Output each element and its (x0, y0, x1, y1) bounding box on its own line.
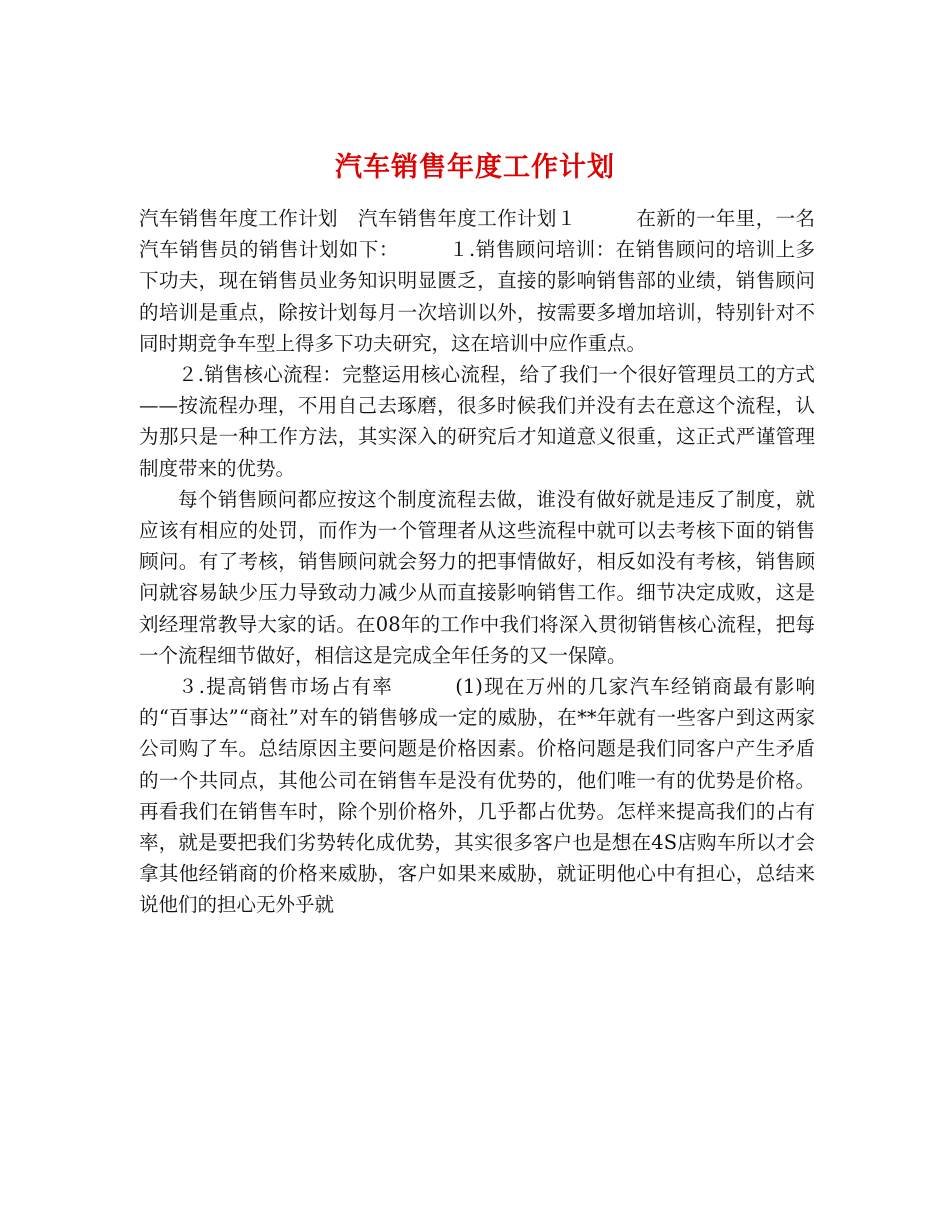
paragraph-intro-training: 汽车销售年度工作计划 汽车销售年度工作计划１ 在新的一年里，一名汽车销售员的销售计划如下： １.销售顾问培训：在销售顾问的培训上多下功夫，现在销售员业务知识明显匮乏，直接的影响销售部的业绩，销售顾问的培训是重点，除按计划每月一次培训以外，按需要多增加培训，特别针对不同时期竞争车型上得多下功夫研究，这在培训中应作重点。 (139, 207, 815, 355)
paragraph-market-share: ３.提高销售市场占有率 (1)现在万州的几家汽车经销商最有影响的“百事达”“商社”对车的销售够成一定的威胁，在**年就有一些客户到这两家公司购了车。总结原因主要问题是价格因素。价格问题是我们同客户产生矛盾的一个共同点，其他公司在销售车是没有优势的，他们唯一有的优势是价格。再看我们在销售车时，除个别价格外，几乎都占优势。怎样来提高我们的占有率，就是要把我们劣势转化成优势，其实很多客户也是想在4S店购车所以才会拿其他经销商的价格来威胁，客户如果来威胁，就证明他心中有担心，总结来说他们的担心无外乎就 (139, 675, 816, 917)
paragraph-process-assessment: 每个销售顾问都应按这个制度流程去做，谁没有做好就是违反了制度，就应该有相应的处罚，而作为一个管理者从这些流程中就可以去考核下面的销售顾问。有了考核，销售顾问就会努力的把事情做好，相反如没有考核，销售顾问就容易缺少压力导致动力减少从而直接影响销售工作。细节决定成败，这是刘经理常教导大家的话。在08年的工作中我们将深入贯彻销售核心流程，把每一个流程细节做好，相信这是完成全年任务的又一保障。 (139, 487, 815, 667)
document-body (139, 203, 815, 921)
document-title: 汽车销售年度工作计划 (335, 152, 615, 184)
paragraph-sales-core-process: ２.销售核心流程：完整运用核心流程，给了我们一个很好管理员工的方式——按流程办理，不用自己去琢磨，很多时候我们并没有去在意这个流程，认为那只是一种工作方法，其实深入的研究后才知道意义很重，这正式严谨管理制度带来的优势。 (139, 363, 815, 480)
